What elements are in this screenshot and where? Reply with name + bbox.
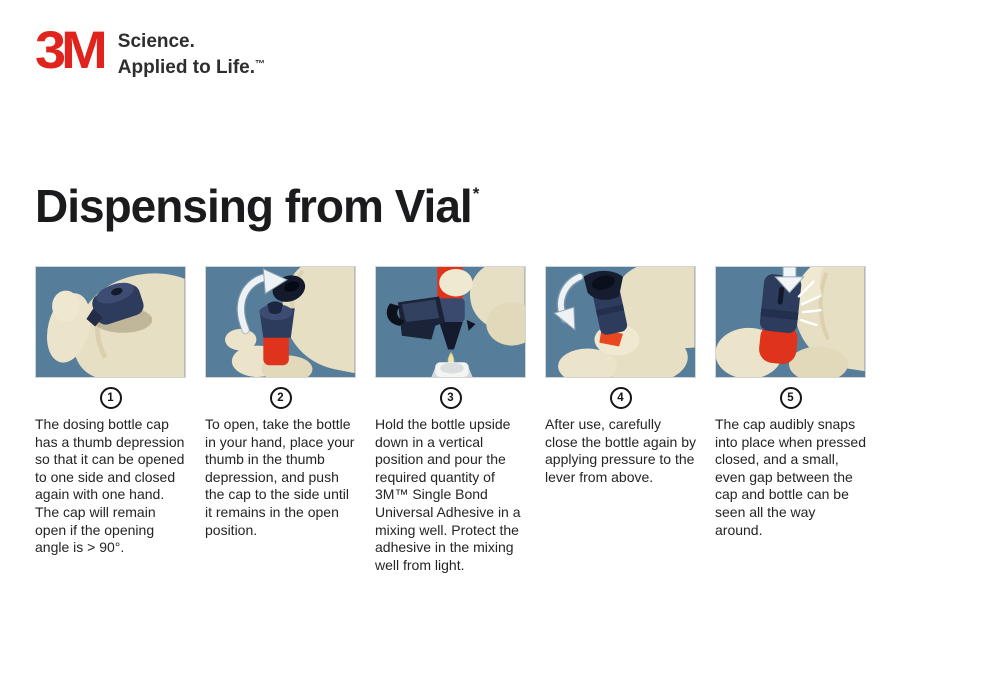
step-1-caption: The dosing bottle cap has a thumb depression so that it can be opened to one side and closed again with one hand. The cap will remain open if the opening angle is > 90°.	[35, 416, 185, 556]
dispensing-drop-illustration	[376, 267, 525, 377]
step-4	[545, 266, 696, 574]
step-3-number-badge: 3	[440, 387, 462, 409]
step-5-photo	[715, 266, 866, 378]
3m-logo: 3M	[35, 19, 103, 80]
brand-tagline	[118, 26, 265, 79]
step-3-caption: Hold the bottle upside down in a vertical position and pour the required quantity of 3M™ Single Bond Universal Adhesive in a mixing well. Protect the adhesive in the mixing well from light.	[375, 416, 521, 573]
step-3	[375, 266, 526, 574]
step-1	[35, 266, 186, 574]
step-3-photo	[375, 266, 526, 378]
step-5-caption: The cap audibly snaps into place when pressed closed, and a small, even gap between the cap and bottle can be seen all the way around.	[715, 416, 866, 538]
opening-cap-illustration	[206, 267, 355, 377]
step-1-number-badge: 1	[100, 387, 122, 409]
closing-cap-illustration	[546, 267, 695, 377]
page-header	[35, 19, 266, 80]
snap-closed-illustration	[716, 267, 865, 377]
step-2-number-badge: 2	[270, 387, 292, 409]
steps-row	[35, 266, 866, 574]
step-2	[205, 266, 356, 574]
step-5-number-badge: 5	[780, 387, 802, 409]
footnote-asterisk: *	[472, 183, 479, 203]
step-4-caption: After use, carefully close the bottle again by applying pressure to the lever from above.	[545, 416, 696, 485]
step-4-number-badge: 4	[610, 387, 632, 409]
hand-holding-cap-illustration	[36, 267, 185, 377]
step-2-caption: To open, take the bottle in your hand, place your thumb in the thumb depression, and push the cap to the side until it remains in the open position.	[205, 416, 355, 538]
trademark-symbol: ™	[255, 59, 266, 70]
step-5	[715, 266, 866, 574]
tagline-line1: Science.	[117, 31, 195, 52]
page-title: Dispensing from Vial*	[35, 179, 479, 232]
step-1-photo	[35, 266, 186, 378]
step-2-photo	[205, 266, 356, 378]
tagline-line2: Applied to Life.™	[117, 57, 266, 78]
step-4-photo	[545, 266, 696, 378]
